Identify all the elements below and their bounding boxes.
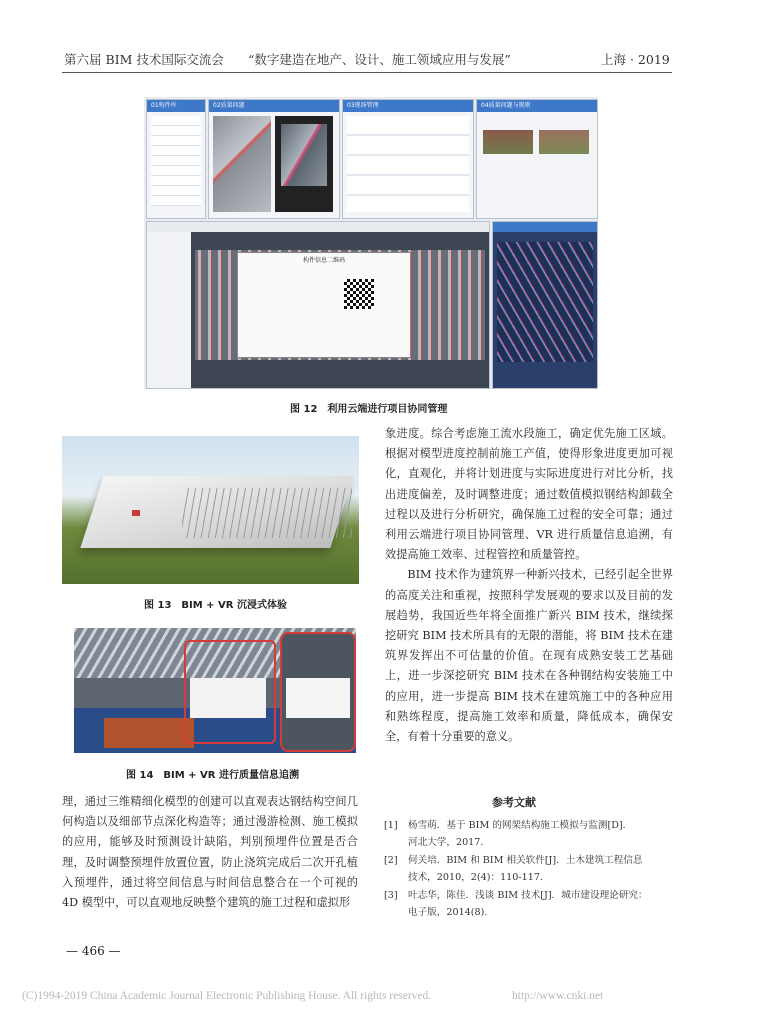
header-rule (62, 72, 672, 73)
reference-item (384, 818, 674, 851)
reference-text: 何关培．BIM 和 BIM 相关软件[J]．土木建筑工程信息 (408, 855, 643, 866)
panel-quality-rules (476, 99, 598, 219)
reference-item (384, 888, 674, 921)
qr-code (344, 279, 374, 309)
header-location-year: 上海 · 2019 (601, 52, 670, 67)
panel-quality-issues (208, 99, 340, 219)
reference-text: 叶志华，陈佳．浅谈 BIM 技术[J]．城市建设理论研究： (408, 890, 648, 901)
panel-title: 02质量问题 (209, 100, 339, 112)
figure-13-image (62, 436, 359, 584)
references-title: 参考文献 (492, 796, 536, 809)
panel-title: 04质量问题与规则 (477, 100, 597, 112)
reference-number: [1] (384, 820, 398, 831)
reference-text: 河北大学，2017. (408, 836, 484, 848)
figure-12-image (144, 97, 598, 389)
reference-number: [2] (384, 855, 398, 866)
panel-title: 01构件库 (147, 100, 205, 112)
panel-vr-view (492, 221, 598, 389)
qr-info-popup (237, 252, 411, 358)
reference-text: 技术，2010，2(4)：110-117. (408, 871, 543, 883)
reference-text: 电子版，2014(8). (408, 906, 488, 918)
body-paragraph: 理，通过三维精细化模型的创建可以直观表达钢结构空间几何构造以及细部节点深化构造等；通过漫游检测、施工模拟的应用，能够及时预测设计缺陷，判别预埋件位置是否合理，及时调整预埋件放置位置，防止浇筑完成后二次开孔植入预埋件，通过将空间信息与时间信息整合在一个可视的 4D 模型中，可以直观地反映整个建筑的施工过程和虚拟形 (62, 795, 358, 910)
figure-14-image (74, 628, 356, 753)
panel-component-library (146, 99, 206, 219)
header-theme: “数字建造在地产、设计、施工领域应用与发展” (248, 52, 511, 67)
reference-number: [3] (384, 890, 398, 901)
panel-site-management (342, 99, 474, 219)
figure-14-caption: 图 14 BIM + VR 进行质量信息追溯 (126, 770, 299, 781)
body-paragraph: 象进度。综合考虑施工流水段施工，确定优先施工区域。根据对模型进度控制前施工产值，使得形象进度更加可视化，直观化，并将计划进度与实际进度进行对比分析，找出进度偏差，及时调整进度；通过数值模拟钢结构卸载全过程以及进行分析研究，确保施工过程的安全可靠；通过利用云端进行项目协同管理、VR 进行质量信息追溯，有效提高施工效率、过程管控和质量管控。 (385, 427, 673, 562)
references-list (384, 818, 674, 921)
left-column-text (62, 792, 358, 913)
page-number: — 466 — (66, 944, 121, 958)
panel-title: 03现场管理 (343, 100, 473, 112)
body-paragraph: BIM 技术作为建筑界一种新兴技术，已经引起全世界的高度关注和重视，按照科学发展观的要求以及目前的发展趋势，我国近些年将全面推广新兴 BIM 技术，继续探挖研究 BIM 技术所具有的无限的潜能，将 BIM 技术在建筑界发挥出不可估量的价值。在现有成熟安装工艺基础上，进一步深挖研究 BIM 技术在各种钢结构安装施工中的应用，进一步提高 BIM 技术在建筑施工中的各种应用和熟练程度，提高施工效率和质量，降低成本，确保安全，有着十分重要的意义。 (385, 568, 673, 744)
panel-bim-software (146, 221, 490, 389)
footer-copyright: (C)1994-2019 China Academic Journal Electronic Publishing House. All rights reserved. (22, 990, 432, 1002)
popup-title: 构件信息二维码 (302, 257, 345, 264)
figure-13-caption: 图 13 BIM + VR 沉浸式体验 (144, 600, 287, 611)
header-conference: 第六届 BIM 技术国际交流会 (64, 52, 224, 67)
right-column-text (385, 424, 673, 747)
figure-12-caption: 图 12 利用云端进行项目协同管理 (290, 404, 448, 415)
reference-item (384, 853, 674, 886)
reference-text: 杨雪萌．基于 BIM 的网架结构施工模拟与监测[D]． (408, 820, 633, 831)
footer-url[interactable]: http://www.cnki.net (512, 990, 604, 1002)
